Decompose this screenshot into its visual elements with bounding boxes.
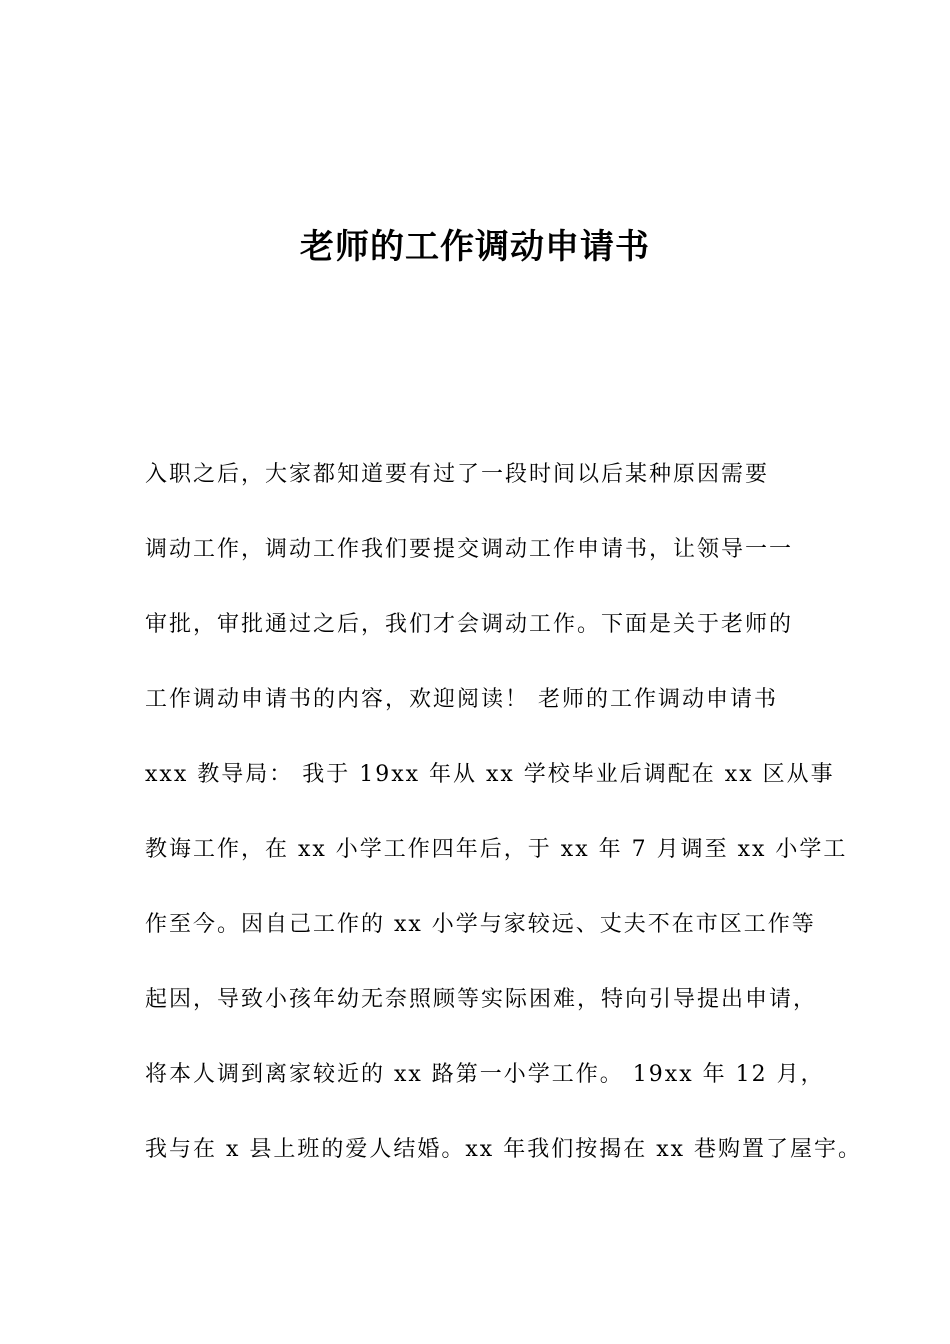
body-line: 作至今。因自己工作的 xx 小学与家较远、丈夫不在市区工作等 [145,912,816,937]
body-line: 我与在 x 县上班的爱人结婚。xx 年我们按揭在 xx 巷购置了屋宇。 [145,1137,863,1162]
body-line: 审批，审批通过之后，我们才会调动工作。下面是关于老师的 [145,612,794,637]
document-title: 老师的工作调动申请书 [300,227,650,267]
body-line: 起因，导致小孩年幼无奈照顾等实际困难，特向引导提出申请， [145,987,818,1012]
body-line: 教诲工作，在 xx 小学工作四年后，于 xx 年 7 月调至 xx 小学工 [145,837,848,862]
document-body [145,450,863,1200]
body-line: 入职之后，大家都知道要有过了一段时间以后某种原因需要 [145,462,770,487]
body-line: xxx 教导局： 我于 19xx 年从 xx 学校毕业后调配在 xx 区从事 [145,762,835,787]
body-line: 调动工作，调动工作我们要提交调动工作申请书，让领导一一 [145,537,794,562]
body-line: 工作调动申请书的内容，欢迎阅读！ 老师的工作调动申请书 [145,687,778,712]
body-line: 将本人调到离家较近的 xx 路第一小学工作。 19xx 年 12 月， [145,1062,825,1087]
